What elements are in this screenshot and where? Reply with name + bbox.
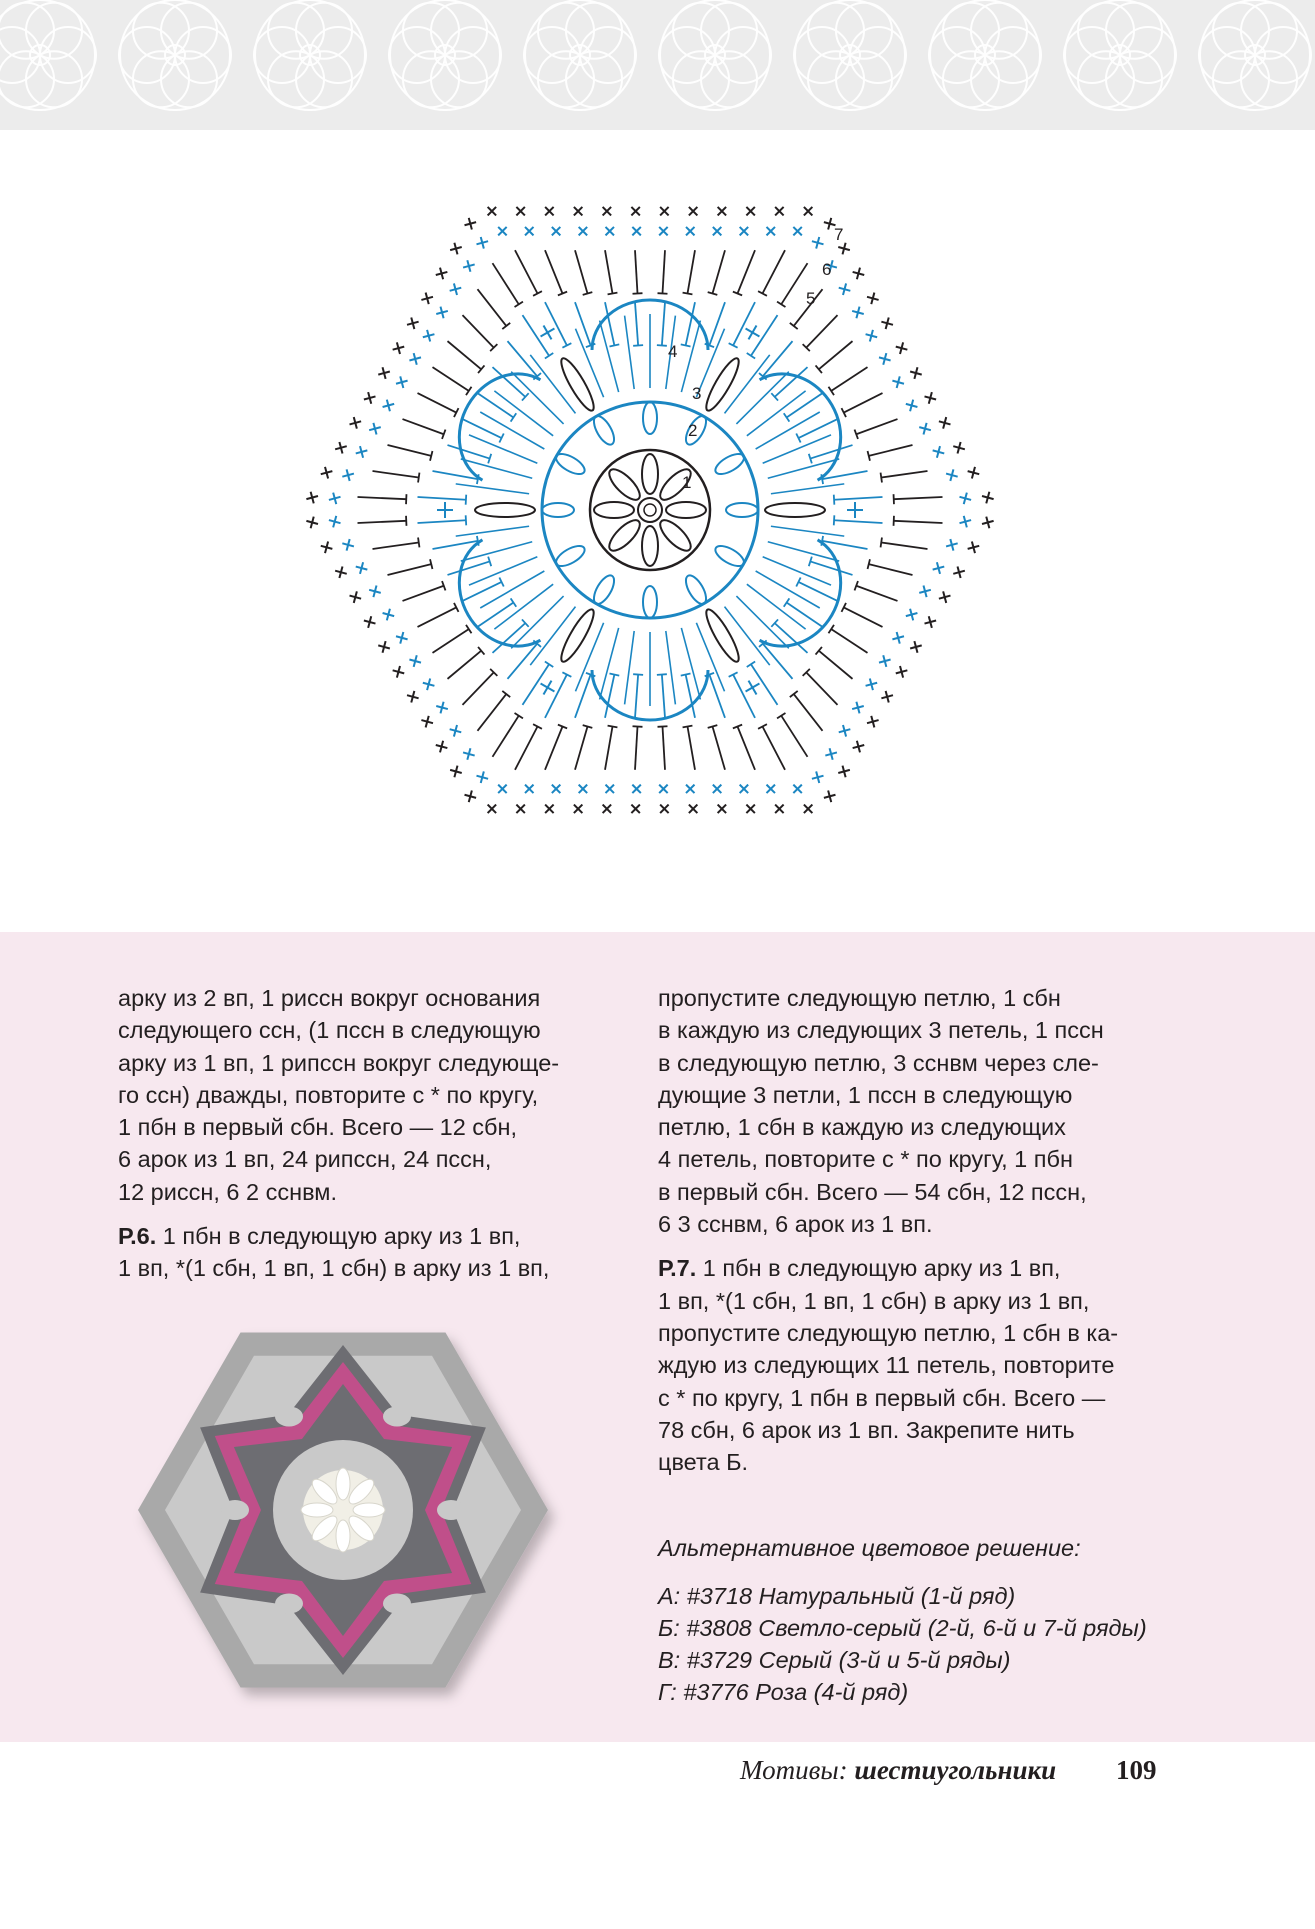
- paragraph-row6: Р.6. 1 пбн в следующую арку из 1 вп, 1 вп, *(1 сбн, 1 вп, 1 сбн) в арку из 1 вп,: [118, 1223, 550, 1282]
- row-number-3: 3: [692, 384, 702, 403]
- alt-color-item: Б: #3808 Светло-серый (2-й, 6-й и 7-й ряды): [658, 1615, 1147, 1641]
- paragraph-row6-end: пропустите следующую петлю, 1 сбн в каждую из следующих 3 петель, 1 пссн в следующую петлю, 3 сснвм через сле- дующие 3 петли, 1 пссн в следующую петлю, 1 сбн в каждую из следующих 4 петель, повторите с * по кругу, 1 пбн в первый сбн. Всего — 54 сбн, 12 пссн, 6 3 сснвм, 6 арок из 1 вп.: [658, 985, 1104, 1238]
- row-number-5: 5: [806, 289, 816, 308]
- instructions-left-column: [118, 982, 618, 1297]
- row-number-4: 4: [668, 342, 678, 361]
- page-number: 109: [1116, 1755, 1157, 1785]
- footer-chapter: шестиугольники: [854, 1755, 1057, 1785]
- row-number-1: 1: [682, 473, 692, 492]
- footer-section: Мотивы:: [740, 1755, 848, 1785]
- decorative-lace-banner: [0, 0, 1315, 130]
- row-number-6: 6: [822, 260, 832, 279]
- alt-color-item: Г: #3776 Роза (4-й ряд): [658, 1679, 909, 1705]
- alt-color-item: В: #3729 Серый (3-й и 5-й ряды): [658, 1647, 1011, 1673]
- row7-label: Р.7.: [658, 1255, 697, 1282]
- alt-colors-heading: Альтернативное цветовое решение:: [658, 1535, 1081, 1561]
- paragraph-row7: Р.7. 1 пбн в следующую арку из 1 вп, 1 вп, *(1 сбн, 1 вп, 1 сбн) в арку из 1 вп, пропустите следующую петлю, 1 сбн в ка- ждую из следующих 11 петель, повторите с * по кругу, 1 пбн в первый сбн. Всего — 78 сбн, 6 арок из 1 вп. Закрепите нить цвета Б.: [658, 1255, 1119, 1476]
- alt-color-item: А: #3718 Натуральный (1-й ряд): [658, 1583, 1016, 1609]
- instructions-right-column: [658, 982, 1178, 1490]
- row-number-2: 2: [688, 421, 698, 440]
- crochet-motif-photo: [118, 1305, 568, 1725]
- row-number-7: 7: [834, 225, 844, 244]
- running-footer: [740, 1755, 1056, 1786]
- paragraph-row5-end: арку из 2 вп, 1 риссн вокруг основания следующего ссн, (1 пссн в следующую арку из 1 вп, 1 рипссн вокруг следующе- го ссн) дважды, повторите с * по кругу, 1 пбн в первый сбн. Всего — 12 сбн, 6 арок из 1 вп, 24 рипссн, 24 пссн, 12 риссн, 6 2 сснвм.: [118, 985, 560, 1205]
- crochet-chart-diagram: [270, 180, 1030, 850]
- alternative-colors: [658, 1532, 1147, 1708]
- row6-label: Р.6.: [118, 1223, 157, 1250]
